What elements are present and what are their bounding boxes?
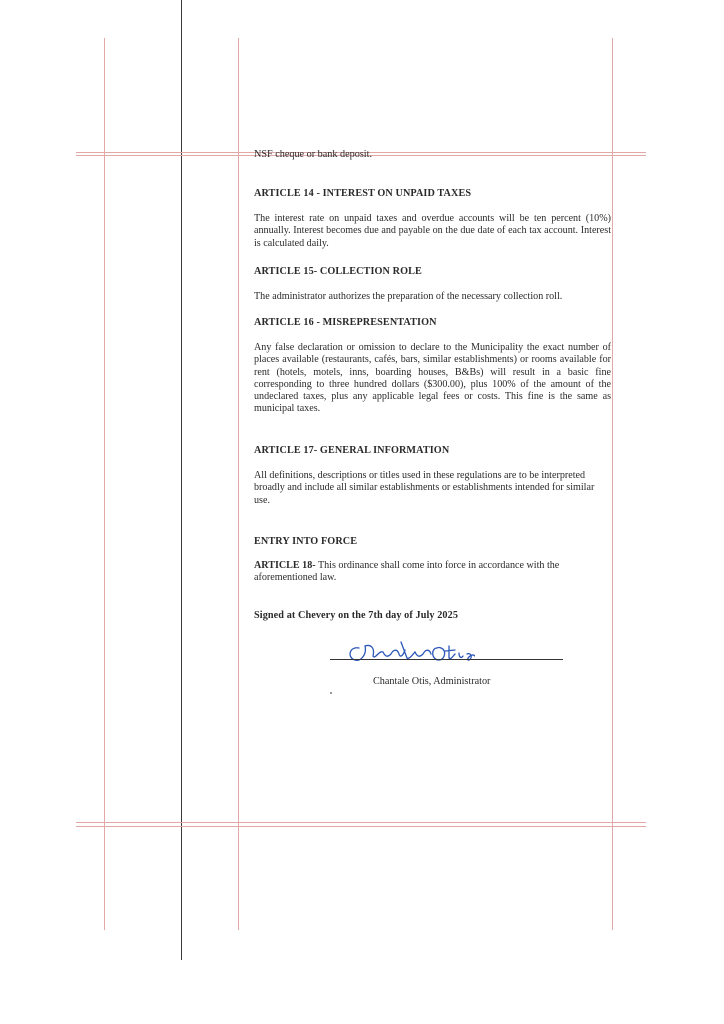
guide-line	[238, 38, 239, 930]
handwritten-signature	[345, 636, 475, 666]
scan-margin-line	[181, 0, 182, 960]
continuation-line: NSF cheque or bank deposit.	[254, 149, 372, 160]
entry-into-force-heading: ENTRY INTO FORCE	[254, 536, 358, 547]
article-15-heading: ARTICLE 15- COLLECTION ROLE	[254, 266, 422, 277]
signatory-name: Chantale Otis, Administrator	[373, 676, 491, 687]
signature-line	[330, 659, 563, 660]
article-14-body: The interest rate on unpaid taxes and overdue accounts will be ten percent (10%) annually. Interest becomes due and payable on the due date of each tax account. Interest is calculated daily.	[254, 213, 611, 249]
guide-line	[612, 38, 613, 930]
article-18-label: ARTICLE 18-	[254, 560, 316, 571]
article-17-heading: ARTICLE 17- GENERAL INFORMATION	[254, 445, 450, 456]
guide-line	[104, 38, 105, 930]
article-18-body	[254, 560, 604, 585]
article-15-body: The administrator authorizes the preparation of the necessary collection roll.	[254, 291, 563, 302]
article-18-text: This ordinance shall come into force in accordance with the aforementioned law.	[254, 560, 560, 584]
article-16-heading: ARTICLE 16 - MISREPRESENTATION	[254, 317, 437, 328]
guide-line	[76, 826, 646, 827]
guide-line	[76, 822, 646, 823]
article-17-body: All definitions, descriptions or titles used in these regulations are to be interpreted broadly and include all similar establishments or establishments intended for similar use.	[254, 470, 595, 506]
article-14-heading: ARTICLE 14 - INTEREST ON UNPAID TAXES	[254, 188, 472, 199]
article-16-body: Any false declaration or omission to declare to the Municipality the exact number of places available (restaurants, cafés, bars, similar establishments) or rooms available for rent (hotels, motels, inns, boarding houses, B&Bs) will result in a basic fine corresponding to three hundred dollars ($300.00), plus 100% of the amount of the undeclared taxes, plus any applicable legal fees or costs. This fine is the same as municipal taxes.	[254, 342, 611, 415]
signed-line: Signed at Chevery on the 7th day of July 2025	[254, 610, 459, 621]
scan-speck	[330, 692, 332, 694]
